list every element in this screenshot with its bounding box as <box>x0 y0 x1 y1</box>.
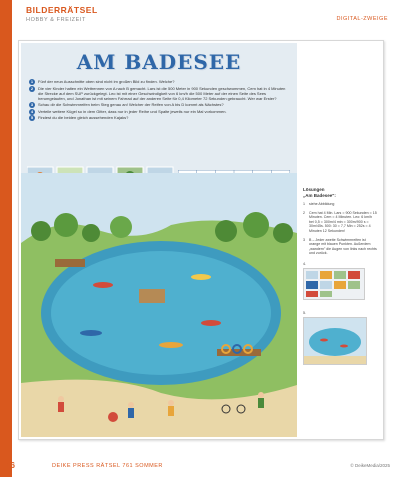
section-tag: DIGITAL-ZWEIGE <box>336 16 388 22</box>
answer-thumb-label: 4. <box>303 261 306 266</box>
page-header <box>26 5 98 23</box>
answer-item <box>303 238 377 256</box>
question-number: 2 <box>30 85 34 91</box>
answer-thumbnail-grid <box>303 268 365 300</box>
question-number: 4 <box>30 108 34 114</box>
page-number: 16 <box>6 461 15 470</box>
answer-item <box>303 202 377 207</box>
question-number: 5 <box>30 115 34 120</box>
question-item <box>29 102 291 107</box>
question-item <box>29 115 291 120</box>
question-text: Schau dir die Schwimmreifen beim Steg genau an! Welcher der Reifen von A bis D kommt als Nächstes? <box>38 102 224 107</box>
answer-number: 2 <box>303 210 305 215</box>
answers-panel <box>303 187 377 370</box>
answers-title: Lösungen „Am Badesee": <box>303 187 336 198</box>
question-text: Fünf der neun Ausschnitte oben sind nicht im großen Bild zu finden. Welche? <box>38 79 175 84</box>
question-text: Findest du die beiden gleich aussehenden Kajaks? <box>38 115 129 120</box>
answer-thumb-label: 5. <box>303 310 306 315</box>
answer-thumbnail-scene <box>303 317 367 365</box>
question-text: Verteile weitere Kügel so in dem Gitter, dass nur in jeder Reihe und Spalte jeweils nur ein Mal vorkommen. <box>38 108 227 114</box>
poster-title: AM BADESEE <box>76 50 242 74</box>
question-item <box>29 109 291 114</box>
lake-illustration <box>21 173 297 437</box>
answer-text: siehe Abbildung <box>309 202 335 206</box>
puzzle-poster <box>21 43 297 437</box>
section-subtitle: HOBBY & FREIZEIT <box>26 17 86 23</box>
answer-number: 1 <box>303 202 305 206</box>
jetty-left <box>55 259 85 267</box>
copyright-credit: © DeikeMedia/2025 <box>350 463 390 468</box>
puzzle-page <box>18 40 384 440</box>
question-item <box>29 79 291 84</box>
question-text: Die vier Kinder halten ein Wettrennen von A nach B gemacht. Lars ist die 500 Meter in 900 Sekunden geschwommen, Cem hat in 4 Minuten die Strecke auf dem SUP zurückgelegt. Leo ist mit einer Geschwindigkeit von 6 km/h die 500 Meter auf der einen Seite des Sees herumgelaufen, und Jonathan ist mit seinem Fahrrad auf der anderen Seite für 0,4 Kilometer 72 Sekunden gebraucht. Wer war Erster? <box>38 85 286 101</box>
magazine-name: DEIKE PRESS RÄTSEL 761 SOMMER <box>52 463 163 469</box>
answer-text: B – Jeder zweite Schwimmreifen ist orange mit blauen Punkten. Außerdem „wandern" die Augen von links nach rechts und zurück. <box>309 237 377 256</box>
question-list <box>29 79 291 122</box>
answer-item <box>303 211 377 234</box>
page-footer <box>0 455 400 477</box>
answer-text: Cem hat 4 Min. Lars = 900 Sekunden = 15 Minuten. Cem = 4 Minuten. Leo: 6 km/h bei 0,5 = 300m/4 min = 300m/900 s = 30m/45s. 500: 30 = 7,7 Min = 252s = 4 Minuten 12 Sekunden! <box>309 210 377 233</box>
section-title: BILDERRÄTSEL <box>26 5 98 15</box>
beach-ball <box>108 412 118 422</box>
section-color-strip <box>0 0 12 477</box>
answer-number: 3 <box>303 237 305 242</box>
question-number: 1 <box>30 79 34 84</box>
question-number: 3 <box>30 102 34 107</box>
floating-raft <box>139 289 165 303</box>
question-item <box>29 86 291 101</box>
